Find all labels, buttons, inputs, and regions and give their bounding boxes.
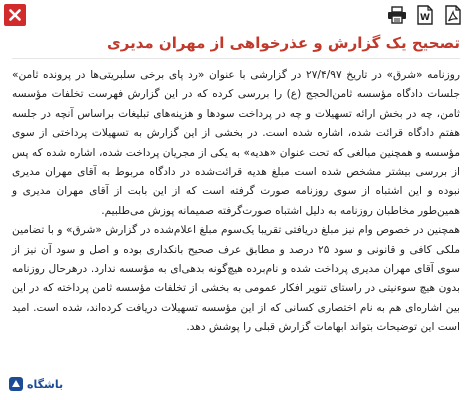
toolbar [0,0,472,32]
close-button[interactable] [4,4,26,26]
article-paragraph: روزنامه «شرق» در تاریخ ۲۷/۴/۹۷ در گزارشی با عنوان «رد پای برخی سلبریتی‌ها در پرونده ثامن» جلسات دادگاه مؤسسه ثامن‌الحجج (ع) را بررسی کرده که در این گزارش فهرست تخلفات مؤسسه ثامن، چه در بخش ارائه تسهیلات و چه در پرداخت سودها و هزینه‌های تبلیغات براساس آنچه در جلسه هفتم دادگاه قرائت شده، اشاره شده است. در بخشی از این گزارش به تسهیلات پرداختی از سوی مؤسسه و همچنین مبالغی که تحت عنوان «هدیه» به یکی از مجریان پرداخت شده، اشاره شده که پس از بررسی بیشتر مشخص شده است مبلغ هدیه قرائت‌شده در دادگاه مربوط به آقای مهران مدیری نبوده و این اشتباه از سوی روزنامه صورت گرفته است که از این بابت از آقای مهران مدیری و همین‌طور مخاطبان روزنامه به دلیل اشتباه صورت‌گرفته صمیمانه پوزش می‌طلبیم. [12,69,460,217]
article-title: تصحیح یک گزارش و عذرخواهی از مهران مدیری [107,34,460,52]
pdf-export-button[interactable] [442,4,464,26]
word-export-button[interactable] [414,4,436,26]
print-button[interactable] [386,4,408,26]
pdf-document-icon [444,5,462,25]
title-divider [12,58,460,59]
site-watermark [8,376,63,392]
article-body [12,66,460,338]
word-document-icon [416,5,434,25]
word-letter: W [420,13,430,23]
export-tools [386,4,464,26]
watermark-text: باشگاه [27,377,64,391]
article-paragraph: همچنین در خصوص وام نیز مبلغ دریافتی تقریبا یک‌سوم مبلغ اعلام‌شده در گزارش «شرق» و با تضامین ملکی کافی و قانونی و سود ۲۵ درصد و مطابق عرف صحیح بانکداری بوده و اصل و سود آن نیز از سوی آقای مهران مدیری پرداخت شده و نام‌برده هیچ‌گونه بدهی‌ای به مؤسسه ندارد. درهرحال روزنامه بدون هیچ سوءنیتی در راستای تنویر افکار عمومی به بخشی از تخلفات مؤسسه ثامن پرداخته که در این بین اشاره‌ای هم به نام اختصاری کسانی که از این مؤسسه تسهیلات دریافت کرده‌اند، شده است. امید است این توضیحات بتواند ابهامات گزارش قبلی را پوشش دهد. [12,224,460,334]
printer-icon [387,6,407,24]
site-logo-icon [8,376,24,392]
close-icon [9,9,21,21]
